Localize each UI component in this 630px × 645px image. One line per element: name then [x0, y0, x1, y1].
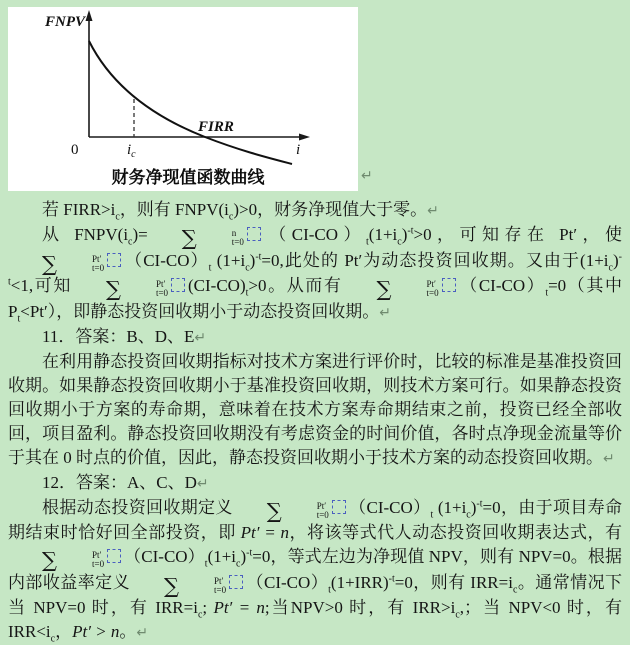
subscript: c [128, 236, 132, 247]
subscript: t [246, 287, 249, 298]
text-run: ，将该等式代人动态投资回收期表达式，有 [289, 523, 622, 542]
paragraph [8, 471, 622, 496]
text-run: ) [471, 498, 477, 517]
document-text [8, 198, 622, 645]
math-run: Pt′ = n [213, 598, 264, 617]
summation [130, 575, 226, 596]
superscript: -t [389, 573, 395, 584]
superscript: -t [8, 251, 622, 288]
sigma-icon: ∑ [343, 280, 392, 298]
subscript: c [513, 584, 517, 595]
summation-limits: Pt′ t=0 [180, 577, 226, 595]
missing-glyph-box-icon [229, 575, 243, 589]
text-run: （CI-CO） [264, 225, 366, 244]
text-run: ) [613, 251, 619, 270]
y-axis-label: FNPV [44, 14, 87, 30]
text-run: (CI-CO) [188, 276, 246, 295]
ic-label: $i_c$ [127, 142, 136, 160]
subscript: c [455, 609, 459, 620]
text-run: =0,此处的 Pt′为动态投资回收期。又由于(1+i [261, 251, 608, 270]
text-run: 在利用静态投资回收期指标对技术方案进行评价时，比较的标准是基准投资回收期。如果静态投资回收期小于基准投资回收期，则技术方案可行。如果静态投资回收期小于方案的寿命期，意味着在技术方案寿命期结束之前，投资已经全部收回，项目盈利。静态投资回收期没有考虑资金的时间价值，各时点净现金流量等价于其在 0 时点的价值，因此，静态投资回收期小于技术方案的动态投资回收期。 [8, 352, 622, 467]
paragraph [8, 325, 622, 350]
text-run: ;当NPV>0 时，有 IRR>i [265, 598, 455, 617]
paragraph-mark-icon: ↵ [194, 330, 206, 346]
paragraph [8, 198, 622, 223]
text-run: <Pt′），即静态投资回收期小于动态投资回收期。 [20, 302, 379, 321]
text-run: ) [402, 225, 408, 244]
sigma-icon: ∑ [8, 255, 57, 273]
text-run: (1+i [369, 225, 397, 244]
y-axis-arrow-icon [86, 10, 93, 21]
figure-caption: 财务净现值函数曲线 [112, 167, 266, 187]
sigma-icon: ∑ [233, 502, 282, 520]
sigma-icon: ∑ [148, 229, 197, 247]
text-run: =0，则有 IRR=i [395, 573, 513, 592]
paragraph [8, 350, 622, 471]
text-run: ,；当 NPV<0 时，有 IRR<i [8, 598, 622, 641]
firr-label: FIRR [197, 119, 234, 135]
text-run: (1+IRR) [331, 573, 389, 592]
subscript: t [328, 584, 331, 595]
text-run: (1+i [433, 498, 466, 517]
subscript: c [609, 262, 613, 273]
text-run: (1+i [208, 547, 236, 566]
text-run: （CI-CO） [124, 251, 209, 270]
text-run: 若 FIRR>i [42, 200, 115, 219]
paragraph-mark-icon: ↵ [197, 476, 209, 492]
missing-glyph-box-icon [442, 278, 456, 292]
superscript: -t [255, 251, 261, 262]
text-run: >0，可知存在 Pt′，使 [414, 225, 623, 244]
subscript: c [245, 262, 249, 273]
subscript: t [366, 236, 369, 247]
subscript: c [236, 558, 240, 569]
subscript: c [198, 609, 202, 620]
missing-glyph-box-icon [171, 278, 185, 292]
text-run: （CI-CO） [124, 547, 205, 566]
text-run: （CI-CO） [459, 276, 546, 295]
missing-glyph-box-icon [332, 500, 346, 514]
subscript: c [115, 211, 119, 222]
origin-label: 0 [71, 142, 79, 158]
text-run: 12．答案：A、C、D [42, 473, 197, 492]
paragraph-mark-icon: ↵ [136, 625, 148, 641]
x-axis-label: i [296, 142, 300, 158]
superscript: -t [246, 547, 252, 558]
figure-paragraph-mark: ↵ [361, 168, 373, 184]
paragraph-mark-icon: ↵ [379, 305, 391, 321]
text-run: 从 FNPV(i [42, 225, 128, 244]
text-run: )= [133, 225, 148, 244]
text-run: ，则有 FNPV(i [120, 200, 229, 219]
text-run: =0，由于项目寿命期结束时恰好回全部投资，即 [8, 498, 622, 543]
text-run: =0（其中 P [8, 276, 622, 321]
subscript: t [209, 262, 212, 273]
text-run: <1,可知 [11, 276, 72, 295]
text-run: >0。从而有 [248, 276, 342, 295]
summation-limits: Pt′ t=0 [58, 255, 104, 273]
text-run: =0，等式左边为净现值 NPV，则有 NPV=0。根据内部收益率定义 [8, 547, 622, 592]
paragraph-mark-icon: ↵ [427, 203, 439, 219]
subscript: t [17, 313, 20, 324]
summation-limits: Pt′ t=0 [393, 280, 439, 298]
subscript: c [397, 236, 401, 247]
missing-glyph-box-icon [107, 253, 121, 267]
text-run: （CI-CO） [246, 573, 328, 592]
summation-limits: Pt′ t=0 [283, 502, 329, 520]
text-run: 。通常情况下当 NPV=0 时，有 IRR=i [8, 573, 622, 618]
text-run: 根据动态投资回收期定义 [42, 498, 233, 517]
text-run: )>0，财务净现值大于零。 [233, 200, 427, 219]
summation-limits: Pt′ t=0 [122, 280, 168, 298]
summation [148, 228, 244, 249]
summation [72, 279, 168, 300]
text-run: （CI-CO） [349, 498, 431, 517]
summation [343, 279, 439, 300]
text-run: ) [250, 251, 256, 270]
text-run: 。 [119, 622, 136, 641]
sigma-icon: ∑ [72, 280, 121, 298]
missing-glyph-box-icon [107, 549, 121, 563]
summation [8, 253, 104, 274]
math-run: Pt′ > n [72, 622, 119, 641]
subscript: c [51, 633, 55, 644]
x-axis-arrow-icon [299, 134, 310, 141]
subscript: c [229, 211, 233, 222]
text-run: ; [202, 598, 213, 617]
missing-glyph-box-icon [247, 227, 261, 241]
fnpv-figure [8, 7, 358, 191]
subscript: t [205, 558, 208, 569]
superscript: -t [407, 225, 413, 236]
text-run: (1+i [211, 251, 245, 270]
sigma-icon: ∑ [8, 551, 57, 569]
subscript: t [430, 509, 433, 520]
summation [233, 500, 329, 521]
paragraph-mark-icon: ↵ [603, 451, 615, 467]
text-run: ， [55, 622, 72, 641]
paragraph [8, 223, 622, 325]
fnpv-curve [89, 41, 292, 164]
math-run: Pt′ = n [241, 523, 289, 542]
paragraph [8, 496, 622, 645]
summation-limits: Pt′ t=0 [58, 551, 104, 569]
subscript: t [545, 287, 548, 298]
fnpv-chart [8, 7, 358, 191]
sigma-icon: ∑ [130, 577, 179, 595]
subscript: c [466, 509, 470, 520]
text-run: ) [241, 547, 247, 566]
summation-limits: n t=0 [198, 229, 244, 247]
text-run: 11．答案：B、D、E [42, 327, 194, 346]
summation [8, 550, 104, 571]
superscript: -t [476, 498, 482, 509]
